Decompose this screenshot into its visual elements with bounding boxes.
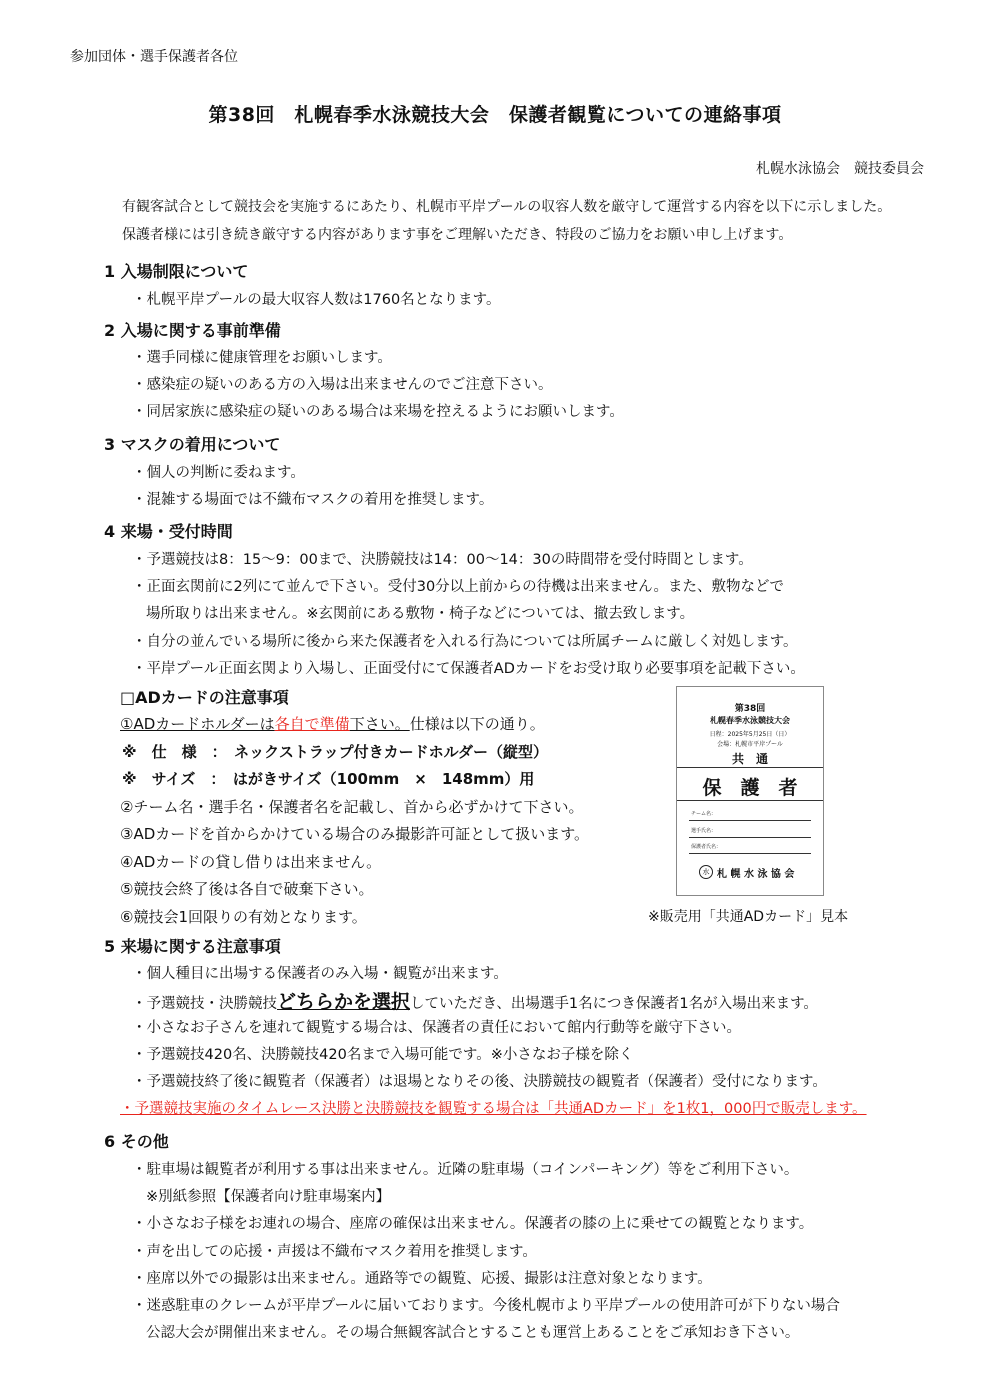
list-item: ・自分の並んでいる場所に後から来た保護者を入れる行為については所属チームに厳しく対処します。 (132, 634, 798, 650)
list-item: ・小さなお子さんを連れて観覧する場合は、保護者の責任において館内行動等を厳守下さい。 (132, 1020, 741, 1036)
page-title: 第38回 札幌春季水泳競技大会 保護者観覧についての連絡事項 (208, 104, 782, 126)
intro-line: 保護者様には引き続き厳守する内容があります事をご理解いただき、特段のご協力をお願い申し上げます。 (122, 227, 793, 243)
list-item: ・正面玄関前に2列にて並んで下さい。受付30分以上前からの待機は出来ません。また、敷物などで (132, 579, 785, 595)
ad-note-2: ②チーム名・選手名・保護者名を記載し、首から必ずかけて下さい。 (120, 798, 584, 816)
list-item: ・予選競技420名、決勝競技420名まで入場可能です。※小さなお子様を除く (132, 1047, 634, 1063)
ad-note-5: ⑤競技会終了後は各自で破棄下さい。 (120, 880, 374, 898)
card-edition: 第38回 (734, 704, 766, 714)
list-item: ・小さなお子様をお連れの場合、座席の確保は出来ません。保護者の膝の上に乗せての観覧となります。 (132, 1216, 814, 1232)
card-association: 札 幌 水 泳 協 会 (717, 869, 795, 880)
list-item: ・混雑する場面では不織布マスクの着用を推奨します。 (132, 492, 494, 508)
ad-size: ※ サイズ ： はがきサイズ（100mm × 148mm）用 (122, 770, 535, 788)
list-item-continued: 公認大会が開催出来ません。その場合無観客試合とすることも運営上あることをご承知おき下さい。 (146, 1325, 800, 1341)
ad-card-heading: □ADカードの注意事項 (120, 688, 289, 707)
card-divider (677, 767, 823, 768)
ad-note-6: ⑥競技会1回限りの有効となります。 (120, 908, 367, 926)
list-item: ・札幌平岸プールの最大収容人数は1760名となります。 (132, 292, 501, 308)
list-item: ・座席以外での撮影は出来ません。通路等での観覧、応援、撮影は注意対象となります。 (132, 1271, 712, 1287)
card-field-line (689, 853, 811, 854)
list-item (132, 987, 818, 1014)
list-item-text: ・予選競技・決勝競技 (132, 996, 277, 1012)
list-item: ・選手同様に健康管理をお願いします。 (132, 350, 392, 366)
list-item: ・予選競技は8：15～9：00まで、決勝競技は14：00～14：30の時間帯を受付時間とします。 (132, 552, 753, 568)
section-heading-6: 6 その他 (104, 1132, 169, 1151)
section-heading-5: 5 来場に関する注意事項 (104, 937, 281, 956)
card-guardian: 保 護 者 (702, 777, 798, 799)
card-field-line (689, 820, 811, 821)
ad-card-sample (676, 686, 824, 896)
ad-note-3: ③ADカードを首からかけている場合のみ撮影許可証として扱います。 (120, 825, 590, 843)
section-heading-3: 3 マスクの着用について (104, 435, 281, 454)
card-venue: 会場：札幌市平岸プール (717, 741, 783, 748)
card-field-line (689, 837, 811, 838)
list-item: ・個人の判断に委ねます。 (132, 465, 305, 481)
list-item: ・個人種目に出場する保護者のみ入場・観覧が出来ます。 (132, 966, 508, 982)
card-divider (677, 800, 823, 801)
ad-note-1 (120, 713, 545, 734)
card-date: 日程：2025年5月25日（日） (709, 731, 791, 738)
list-item-continued: 場所取りは出来ません。※玄関前にある敷物・椅子などについては、撤去致します。 (146, 606, 695, 622)
card-field-athlete: 選手氏名： (691, 828, 717, 834)
list-item: ・声を出しての応援・声援は不織布マスク着用を推奨します。 (132, 1244, 537, 1260)
card-field-team: チーム名： (691, 811, 717, 817)
section-heading-4: 4 来場・受付時間 (104, 522, 233, 541)
intro-line: 有観客試合として競技会を実施するにあたり、札幌市平岸プールの収容人数を厳守して運営する内容を以下に示しました。 (122, 199, 892, 215)
list-item: ・駐車場は観覧者が利用する事は出来ません。近隣の駐車場（コインパーキング）等をご利用下さい。 (132, 1162, 799, 1178)
card-event: 札幌春季水泳競技大会 (710, 716, 790, 725)
association-logo-icon: 水 (699, 865, 713, 879)
list-item: ・感染症の疑いのある方の入場は出来ませんのでご注意下さい。 (132, 377, 553, 393)
ad-note-1-a: ①ADカードホルダーは (120, 715, 275, 733)
list-item: ・平岸プール正面玄関より入場し、正面受付にて保護者ADカードをお受け取り必要事項を記載下さい。 (132, 661, 805, 677)
list-item-continued: ※別紙参照【保護者向け駐車場案内】 (146, 1189, 391, 1205)
card-caption: ※販売用「共通ADカード」見本 (648, 909, 849, 925)
list-item: ・同居家族に感染症の疑いのある場合は来場を控えるようにお願いします。 (132, 404, 624, 420)
list-item-highlight: ・予選競技実施のタイムレース決勝と決勝競技を観覧する場合は「共通ADカード」を1枚1，000円で販売します。 (120, 1101, 867, 1117)
addressee: 参加団体・選手保護者各位 (70, 49, 238, 65)
organization: 札幌水泳協会 競技委員会 (756, 161, 924, 177)
list-item-text: していただき、出場選手1名につき保護者1名が入場出来ます。 (410, 996, 818, 1012)
card-field-guardian: 保護者氏名： (691, 844, 722, 850)
ad-note-1-c: 下さい。 (349, 715, 410, 733)
section-heading-1: 1 入場制限について (104, 262, 249, 281)
ad-note-1-d: 仕様は以下の通り。 (409, 715, 545, 733)
card-common: 共 通 (731, 752, 768, 766)
ad-note-4: ④ADカードの貸し借りは出来ません。 (120, 853, 382, 871)
section-heading-2: 2 入場に関する事前準備 (104, 321, 281, 340)
ad-note-1-highlight: 各自で準備 (274, 715, 350, 733)
ad-spec: ※ 仕 様 ： ネックストラップ付きカードホルダー（縦型） (122, 743, 549, 761)
emphasis-text: どちらかを選択 (277, 991, 411, 1013)
list-item: ・迷惑駐車のクレームが平岸プールに届いております。今後札幌市より平岸プールの使用許可が下りない場合 (132, 1298, 840, 1314)
list-item: ・予選競技終了後に観覧者（保護者）は退場となりその後、決勝競技の観覧者（保護者）受付になります。 (132, 1074, 827, 1090)
